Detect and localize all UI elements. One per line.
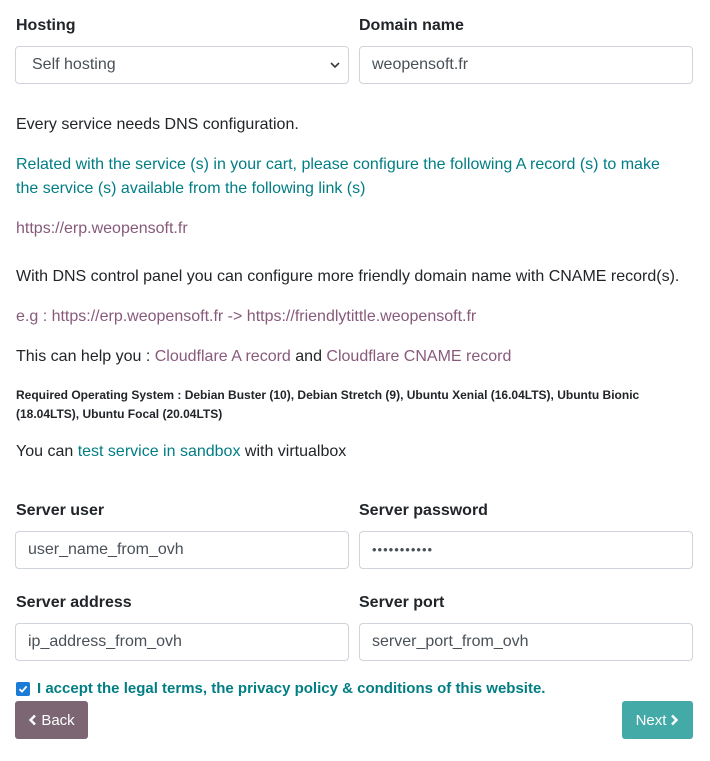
server-address-label: Server address (16, 594, 132, 611)
cname-notice: With DNS control panel you can configure more friendly domain name with CNAME record(s). (16, 268, 680, 285)
sandbox-line (16, 440, 346, 464)
terms-checkbox[interactable] (16, 682, 30, 696)
required-os-text: Required Operating System : Debian Buster (10), Debian Stretch (9), Ubuntu Xenial (16.04LTS), Ubuntu Bionic (18.04LTS), Ubuntu Focal (20.04LTS) (16, 388, 640, 421)
checkmark-icon (18, 684, 28, 694)
next-button-label: Next (635, 711, 667, 729)
cloudflare-a-record-link[interactable]: Cloudflare A record (154, 348, 291, 365)
sandbox-suffix: with virtualbox (240, 443, 347, 460)
hosting-select[interactable] (15, 46, 349, 84)
server-user-label: Server user (16, 502, 105, 519)
dns-needed-text: Every service needs DNS configuration. (16, 116, 299, 133)
cloudflare-cname-record-link[interactable]: Cloudflare CNAME record (326, 348, 512, 365)
next-button[interactable] (622, 701, 693, 739)
sandbox-link[interactable]: test service in sandbox (77, 443, 241, 460)
a-record-notice: Related with the service (s) in your cart, please configure the following A record (s) to make the service (s) available from the following link (s) (16, 156, 660, 197)
server-user-input[interactable] (15, 531, 349, 569)
back-button-label: Back (41, 711, 75, 729)
server-password-label: Server password (359, 502, 488, 519)
server-port-input[interactable] (359, 623, 693, 661)
chevron-down-icon (330, 61, 340, 69)
service-link[interactable]: https://erp.weopensoft.fr (16, 220, 188, 237)
hosting-select-value: Self hosting (32, 56, 116, 73)
help-and: and (290, 348, 327, 365)
server-password-input[interactable]: ••••••••••• (359, 531, 693, 569)
help-prefix: This can help you : (16, 348, 155, 365)
example-text: e.g : https://erp.weopensoft.fr -> https://friendlytittle.weopensoft.fr (16, 308, 477, 325)
chevron-right-icon (670, 714, 679, 726)
hosting-label: Hosting (16, 17, 76, 34)
server-port-label: Server port (359, 594, 445, 611)
back-button[interactable] (15, 701, 88, 739)
domain-input[interactable] (359, 46, 693, 84)
terms-label[interactable]: I accept the legal terms, the privacy policy & conditions of this website. (37, 680, 546, 697)
chevron-left-icon (28, 714, 37, 726)
sandbox-prefix: You can (16, 443, 78, 460)
help-line (16, 345, 511, 369)
server-address-input[interactable] (15, 623, 349, 661)
domain-label: Domain name (359, 17, 464, 34)
